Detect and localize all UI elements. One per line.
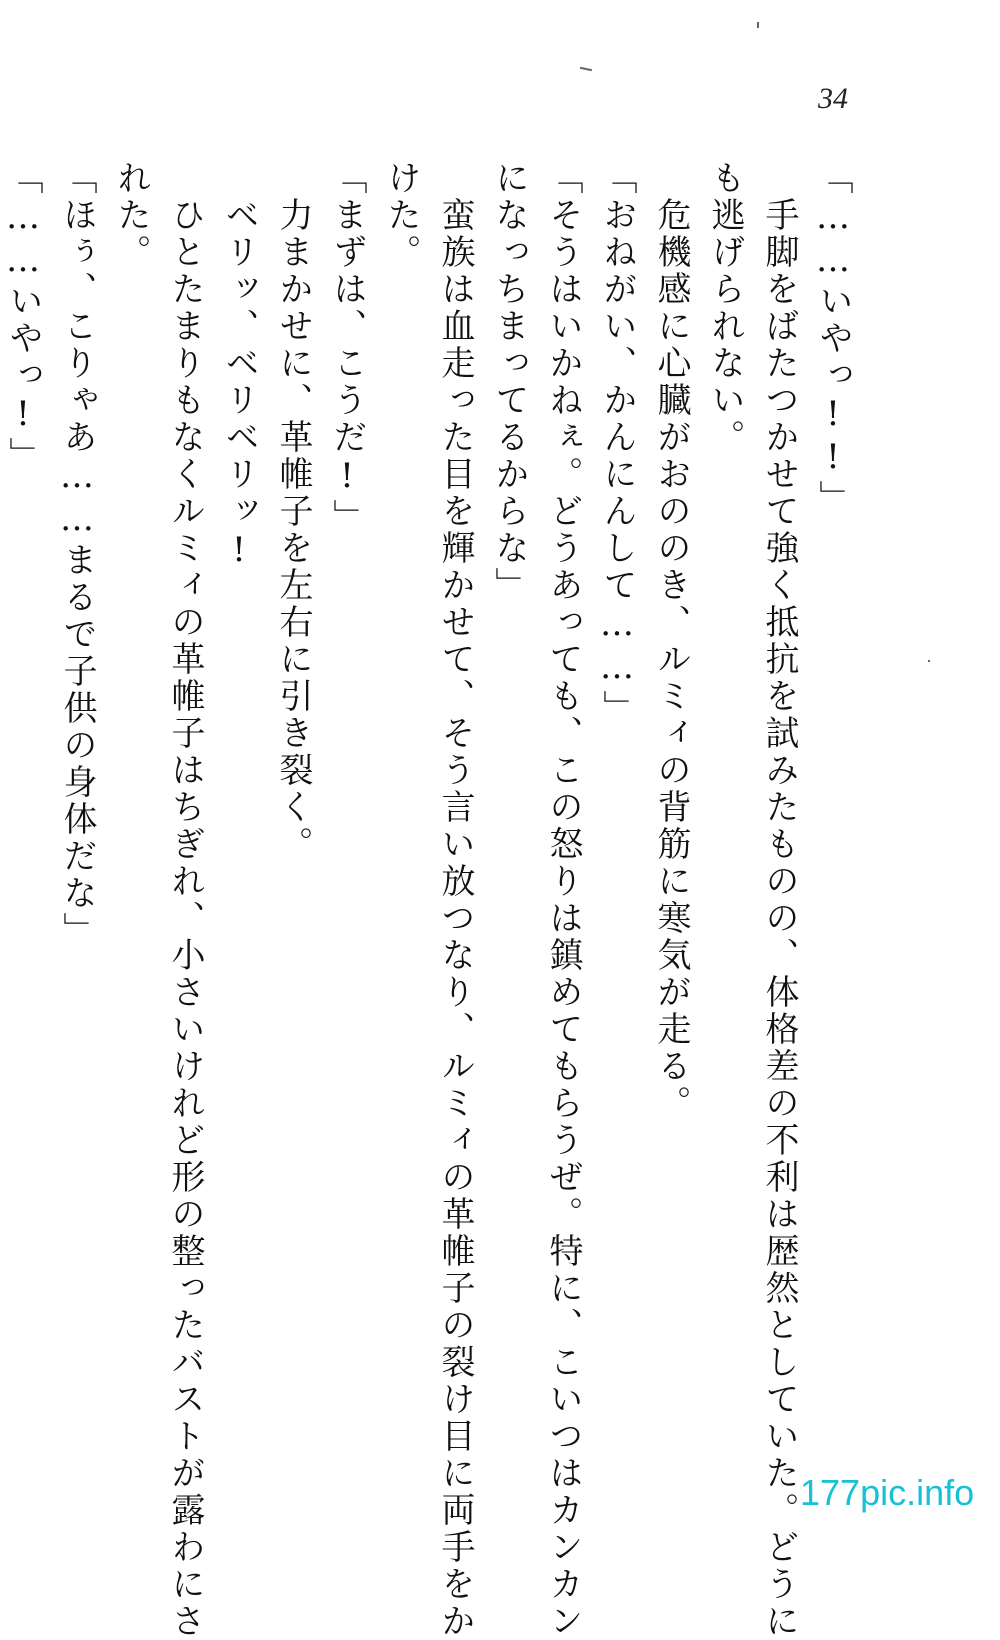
text-line: ひとたまりもなくルミィの革帷子はちぎれ、小さいけれど形の整ったバストが露わにさ: [165, 160, 205, 1640]
text-line: ベリッ、ベリベリッ!: [219, 160, 259, 573]
text-line: 「おねがい、かんにんして……」: [597, 160, 637, 727]
text-line: も逃げられない。: [705, 160, 745, 456]
text-line: 「そうはいかねぇ。どうあっても、この怒りは鎮めてもらうぜ。特に、こいつはカンカン: [543, 160, 583, 1640]
scan-speck: [580, 67, 592, 71]
page-number: 34: [818, 82, 848, 115]
vertical-text-body: [0, 160, 860, 1640]
text-line: になっちまってるからな」: [489, 160, 529, 604]
text-line: 危機感に心臓がおののき、ルミィの背筋に寒気が走る。: [651, 160, 691, 1122]
scan-speck: [757, 22, 759, 28]
text-line: れた。: [111, 160, 151, 271]
text-line: 力まかせに、革帷子を左右に引き裂く。: [273, 160, 313, 863]
text-line: 「ほぅ、こりゃあ……まるで子供の身体だな」: [57, 160, 97, 949]
scan-speck: [928, 660, 930, 662]
text-line: 「……いやっ!」: [3, 160, 43, 474]
watermark-link[interactable]: 177pic.info: [800, 1472, 975, 1513]
text-line: 蛮族は血走った目を輝かせて、そう言い放つなり、ルミィの革帷子の裂け目に両手をか: [435, 160, 475, 1640]
text-line: 「……いやっ!!」: [813, 160, 853, 517]
text-line: けた。: [381, 160, 421, 271]
text-line: 手脚をばたつかせて強く抵抗を試みたものの、体格差の不利は歴然としていた。どうに: [759, 160, 799, 1640]
text-line: 「まずは、こうだ!」: [327, 160, 367, 536]
